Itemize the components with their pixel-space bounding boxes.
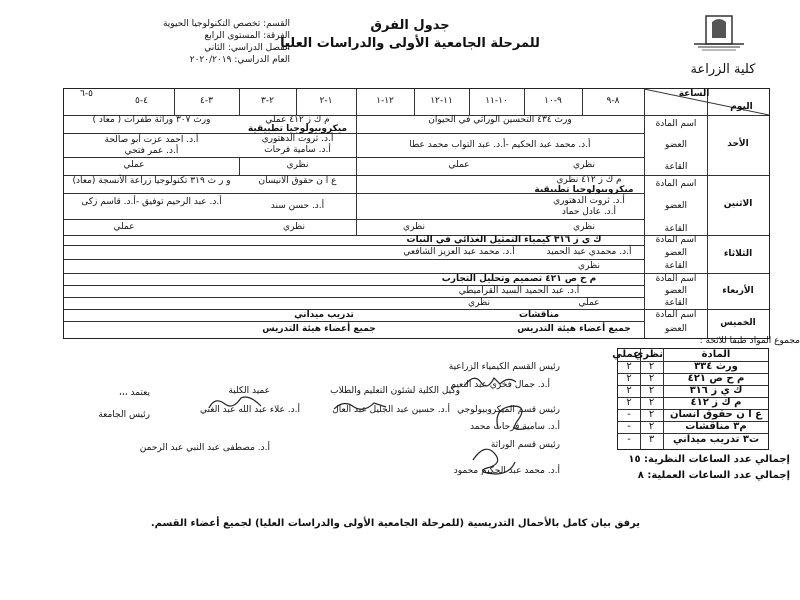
row-label-member: العضو xyxy=(664,140,688,150)
row-label-subject: اسم المادة xyxy=(655,274,697,284)
row-label-subject: اسم المادة xyxy=(655,179,697,189)
sunday-member-mutation-2: أ.د. عمر فتحي xyxy=(124,146,179,156)
day-tuesday: الثلاثاء xyxy=(723,249,753,259)
monday-subject-micro-name: ميكروبيولوجيا تطبيقية xyxy=(534,185,634,195)
sunday-member-mutation: أ.د. احمد عزت أبو صالحة xyxy=(104,135,199,145)
total-theory-hours: إجمالي عدد الساعات النظرية: ١٥ xyxy=(628,454,790,465)
summary-row-subject: م٣ مناقشات xyxy=(685,421,747,432)
summary-row-subject: ت٣ تدريب ميداني xyxy=(672,434,760,445)
summary-row-subject: م ح ص ٤٢١ xyxy=(687,373,745,384)
summary-header-practical: عملي xyxy=(612,349,640,360)
micro-head-name: أ.د. سامية فرحات محمد xyxy=(469,422,560,432)
genetics-head-name: أ.د. محمد عبد الحكيم محمود xyxy=(453,466,560,476)
time-slot: ١٠-١١ xyxy=(485,96,508,106)
row-label-hall: القاعة xyxy=(664,162,688,172)
time-slot: ٢-٣ xyxy=(261,96,274,106)
time-slot: ١-٢ xyxy=(319,96,333,106)
wednesday-hall: عملي xyxy=(578,298,600,308)
summary-row-practical: ٢ xyxy=(626,361,632,372)
wednesday-hall: نظري xyxy=(468,298,490,308)
monday-subject-human-rights: ع ا ن حقوق الانيسان xyxy=(258,176,337,186)
sunday-hall: عملي xyxy=(123,160,145,170)
tuesday-subject: ك ي ز ٣١٦ كيمياء التمثيل الغذائي في النبات xyxy=(406,235,602,245)
info-level: الفرقة: المستوى الرابع xyxy=(204,31,290,41)
monday-hall: نظري xyxy=(573,222,595,232)
sunday-subject-genetics: ورث ٤٣٤ التحسين الوراثي في الحيوان xyxy=(428,115,572,125)
summary-header-theory: نظري xyxy=(634,349,663,360)
monday-hall: نظري xyxy=(283,222,305,232)
summary-row-practical: - xyxy=(627,409,631,420)
summary-table xyxy=(612,348,769,450)
summary-row-theory: ٢ xyxy=(648,361,655,372)
time-slot: ٨-٩ xyxy=(606,96,620,106)
summary-row-practical: - xyxy=(627,434,631,445)
summary-row-subject: ك ي ز ٣١٦ xyxy=(689,385,743,396)
corner-day-label: اليوم xyxy=(730,102,753,112)
summary-row-subject: ورث ٣٣٤ xyxy=(694,361,738,372)
genetics-head-title: رئيس قسم الوراثة xyxy=(490,440,560,450)
college-name: كلية الزراعة xyxy=(690,62,756,77)
row-label-hall: القاعة xyxy=(664,261,688,271)
thursday-member: جميع أعضاء هيئة التدريس xyxy=(517,324,631,334)
day-monday: الاثنين xyxy=(723,199,753,209)
row-label-subject: اسم المادة xyxy=(655,310,697,320)
vice-dean-signature xyxy=(330,395,390,415)
dean-title: عميد الكلية xyxy=(228,386,270,396)
page-subtitle: للمرحلة الجامعية الأولى والدراسات العليا xyxy=(280,36,540,51)
tuesday-hall: نظري xyxy=(578,261,600,271)
summary-row-theory: ٢ xyxy=(648,421,655,432)
vice-dean-name: أ.د. حسين عبد الجليل عبد العال xyxy=(332,405,450,415)
page-title: جدول الفرق xyxy=(370,18,450,33)
summary-row-theory: ٢ xyxy=(648,409,655,420)
sunday-member-genetics: أ.د. محمد عبد الحكيم -أ.د. عبد التواب محمد عطا xyxy=(409,140,591,150)
summary-row-theory: ٢ xyxy=(648,373,655,384)
row-label-member: العضو xyxy=(664,201,688,211)
monday-hall: نظري xyxy=(403,222,425,232)
info-block xyxy=(120,18,290,66)
monday-subject-micro: م ك ز ٤١٢ نظري xyxy=(556,175,622,185)
chem-head-signature xyxy=(460,370,520,392)
approval-note: يعتمد ،،، xyxy=(118,388,150,398)
time-slot: ٩-١٠ xyxy=(544,96,562,106)
micro-head-title: رئيس قسم الميكروبيولوجي xyxy=(457,405,560,415)
thursday-subject-discussions: مناقشات xyxy=(518,310,560,320)
sunday-subject-mutation: ورث ٣٠٧ وراثة طفرات ( معاد ) xyxy=(92,115,211,125)
sunday-hall: نظري xyxy=(573,160,595,170)
footer-note: يرفق بيان كامل بالأحمال التدريسية (للمرحلة الجامعية الأولى والدراسات العليا) لجميع أعضاء القسم. xyxy=(150,518,640,529)
chem-head-title: رئيس القسم الكيمياء الزراعية xyxy=(448,362,560,372)
row-label-hall: القاعة xyxy=(664,224,688,234)
summary-row-theory: ٢ xyxy=(648,397,655,408)
info-semester: الفصل الدراسي: الثاني xyxy=(204,43,290,53)
summary-row-practical: ٢ xyxy=(626,373,632,384)
sunday-hall: عملي xyxy=(448,160,470,170)
vice-dean-title: وكيل الكلية لشئون التعليم والطلاب xyxy=(330,386,460,396)
time-slot: ٥-٦ xyxy=(80,89,93,99)
summary-row-practical: ٢ xyxy=(626,385,632,396)
row-label-hall: القاعة xyxy=(664,298,688,308)
time-slot: ٣-٤ xyxy=(200,96,213,106)
summary-row-subject: ع ا ن حقوق انسان xyxy=(670,409,762,420)
wednesday-member: أ.د. عبد الحميد السيد القراميطي xyxy=(458,286,580,296)
row-label-subject: اسم المادة xyxy=(655,235,697,245)
monday-member-micro: أ.د. ثروت الدهتوري xyxy=(553,196,625,206)
dean-name: أ.د. علاء عبد الله عبد الغني xyxy=(200,405,300,415)
tuesday-member: أ.د. محمدي عبد الحميد xyxy=(546,247,632,257)
chem-head-name: أ.د. جمال فخري عبد النعيم xyxy=(450,380,550,390)
sunday-member-micro: أ.د. ثروت الدهتوري xyxy=(261,134,334,144)
thursday-subject-training: تدريب ميداني xyxy=(294,310,354,320)
monday-member-micro-2: أ.د. عادل حماد xyxy=(561,207,617,217)
sunday-subject-micro: م ك ز ٤١٢ عملي xyxy=(265,115,330,125)
day-thursday: الخميس xyxy=(720,318,756,328)
time-slot: ٤-٥ xyxy=(135,96,148,106)
president-title: رئيس الجامعة xyxy=(98,410,150,420)
time-slot: ١١-١٢ xyxy=(430,96,453,106)
row-label-member: العضو xyxy=(664,324,688,334)
thursday-member-2: جميع أعضاء هيئة التدريس xyxy=(262,324,376,334)
schedule-table xyxy=(63,88,770,339)
monday-subject-tissue: و ر ث ٣١٩ تكنولوجيا زراعة الأنسجة (معاد) xyxy=(72,176,231,186)
genetics-head-signature xyxy=(465,440,520,478)
summary-title: مجموع المواد طبقا للائحة : xyxy=(699,336,800,346)
summary-row-practical: - xyxy=(627,421,631,432)
university-logo xyxy=(688,14,750,60)
row-label-member: العضو xyxy=(664,248,688,258)
row-label-member: العضو xyxy=(664,286,688,296)
summary-row-theory: ٣ xyxy=(648,434,655,445)
total-practical-hours: إجمالي عدد الساعات العملية: ٨ xyxy=(637,470,790,481)
time-slot: ١٢-١ xyxy=(376,96,394,106)
wednesday-subject: م ح ص ٤٢١ تصميم وتحليل التجارب xyxy=(441,274,597,284)
president-name: أ.د. مصطفى عبد النبي عبد الرحمن xyxy=(139,443,270,453)
tuesday-member-2: أ.د. محمد عبد العزيز الشافعي xyxy=(403,247,515,257)
summary-row-practical: ٢ xyxy=(626,397,632,408)
row-label-subject: اسم المادة xyxy=(655,119,697,129)
summary-row-theory: ٢ xyxy=(648,385,655,396)
day-sunday: الأحد xyxy=(727,139,749,149)
dean-signature xyxy=(205,392,265,414)
sunday-member-micro-2: أ.د. سامية فرحات xyxy=(264,145,331,155)
info-department: القسم: تخصص التكنولوجيا الحيوية xyxy=(162,19,290,29)
monday-member-tissue: أ.د. عبد الرحيم توفيق -أ.د. قاسم زكى xyxy=(81,197,222,207)
monday-member-human-rights: أ.د. حسن سند xyxy=(270,201,325,211)
micro-head-signature xyxy=(488,398,538,438)
sunday-subject-micro-name: ميكروبيولوجيا تطبيقية xyxy=(247,124,348,134)
corner-time-label: الساعة xyxy=(678,89,710,99)
summary-header-subject: المادة xyxy=(701,349,731,360)
info-year: العام الدراسي: ٢٠٢٠/٢٠١٩ xyxy=(189,55,290,65)
monday-hall: عملي xyxy=(113,222,135,232)
sunday-hall: نظري xyxy=(286,160,309,170)
summary-row-subject: م ك ز ٤١٢ xyxy=(690,397,742,408)
day-wednesday: الأربعاء xyxy=(722,286,754,296)
